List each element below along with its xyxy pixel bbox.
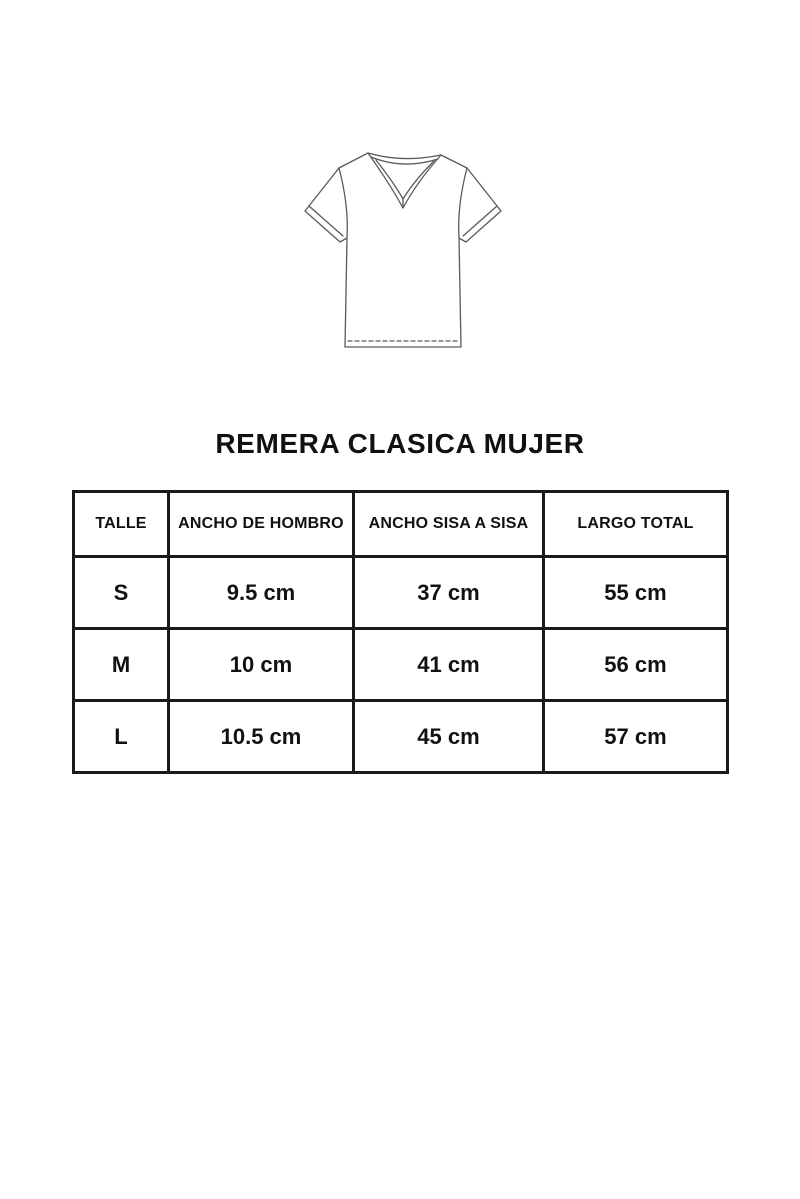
cell-talle: S [74, 557, 169, 629]
cell-ancho-sisa-a-sisa: 41 cm [354, 629, 544, 701]
cell-largo-total: 57 cm [544, 701, 728, 773]
cell-largo-total: 55 cm [544, 557, 728, 629]
table-row-size-m [74, 629, 728, 701]
tshirt-outline [305, 153, 501, 347]
cell-ancho-de-hombro: 10 cm [169, 629, 354, 701]
col-header-talle: TALLE [74, 492, 169, 557]
col-header-ancho-sisa-a-sisa: ANCHO SISA A SISA [354, 492, 544, 557]
table-header-row [74, 492, 728, 557]
cell-ancho-sisa-a-sisa: 37 cm [354, 557, 544, 629]
table-row-size-s [74, 557, 728, 629]
col-header-ancho-de-hombro: ANCHO DE HOMBRO [169, 492, 354, 557]
tshirt-illustration-icon [291, 136, 515, 356]
cell-ancho-sisa-a-sisa: 45 cm [354, 701, 544, 773]
cell-ancho-de-hombro: 10.5 cm [169, 701, 354, 773]
page-title: REMERA CLASICA MUJER [215, 428, 585, 459]
col-header-largo-total: LARGO TOTAL [544, 492, 728, 557]
cell-ancho-de-hombro: 9.5 cm [169, 557, 354, 629]
cell-talle: M [74, 629, 169, 701]
size-table [72, 490, 729, 774]
cell-largo-total: 56 cm [544, 629, 728, 701]
table-row-size-l [74, 701, 728, 773]
cell-talle: L [74, 701, 169, 773]
